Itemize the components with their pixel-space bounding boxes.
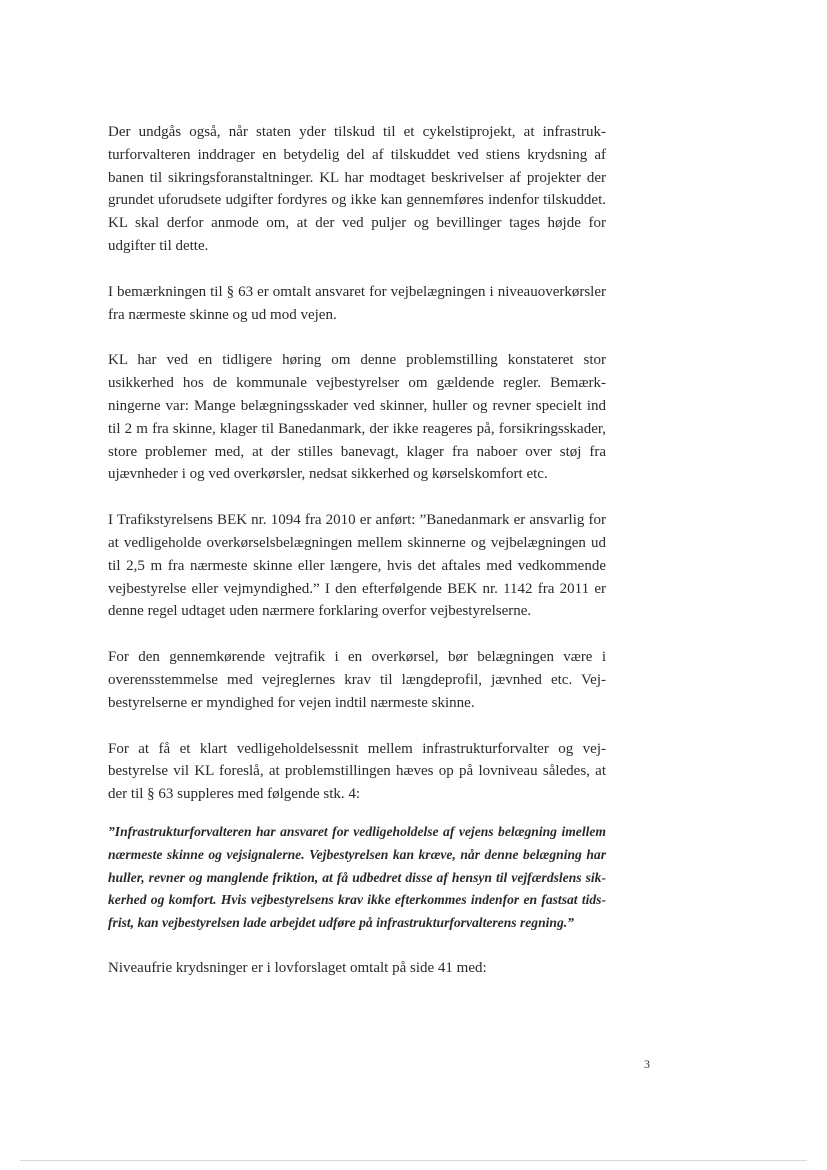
page-bottom-edge bbox=[20, 1160, 807, 1161]
closing-paragraph: Niveaufrie krydsninger er i lovforslaget omtalt på side 41 med: bbox=[108, 959, 487, 976]
paragraph-5: For den gennemkørende vejtrafik i en overkørsel, bør belægningen være i overensstemmelse med vejreglernes krav til længdeprofil, jævnhed etc. Vejbestyrelserne er myndighed for vejen indtil nærmeste skinne. bbox=[108, 649, 606, 711]
document-body bbox=[108, 121, 606, 980]
paragraph-1: Der undgås også, når staten yder tilskud til et cykelstiprojekt, at infrastrukturforvalteren inddrager en betydelig del af tilskuddet ved stiens krydsning af banen til sikringsforanstaltninger. KL har modtaget beskrivelser af projekter der grundet uforudsete udgifter fordyres og ikke kan gennemføres indenfor tilskuddet. KL skal derfor anmode om, at der ved puljer og bevillinger tages højde for udgifter til dette. bbox=[108, 124, 606, 254]
page-number: 3 bbox=[644, 1057, 650, 1071]
paragraph-4: I Trafikstyrelsens BEK nr. 1094 fra 2010 er anført: ”Banedanmark er ansvarlig for at vedligeholde overkørselsbelægningen mellem skinnerne og vejbelægningen ud til 2,5 m fra nærmeste skinne eller længere, hvis det aftales med vedkommende vejbestyrelse eller vejmyndighed.” I den efterfølgende BEK nr. 1142 fra 2011 er denne regel udtaget uden nærmere forklaring overfor vejbestyrelserne. bbox=[108, 512, 606, 620]
paragraph-3: KL har ved en tidligere høring om denne problemstilling konstateret stor usikkerhed hos de kommunale vejbestyrelser om gældende regler. Bemærkningerne var: Mange belægningsskader ved skinner, huller og revner specielt ind til 2 m fra skinne, klager til Banedanmark, der ikke reageres på, forsikringsskader, store problemer med, at der stilles banevagt, klager fra naboer over støj fra ujævnheder i og ved overkørsler, nedsat sikkerhed og kørselskomfort etc. bbox=[108, 352, 606, 483]
paragraph-2: I bemærkningen til § 63 er omtalt ansvaret for vejbelægningen i niveauoverkørsler fra nærmeste skinne og ud mod vejen. bbox=[108, 283, 606, 323]
proposed-provision-quote: ”Infrastrukturforvalteren har ansvaret for vedligeholdelse af vejens belægning imellem nærmeste skinne og vejsignalerne. Vejbestyrelsen kan kræve, når denne belægning har huller, revner og manglende friktion, at få udbedret disse af hensyn til vejfærdslens sikkerhed og komfort. Hvis vejbestyrelsens krav ikke efterkommes indenfor en fastsat tidsfrist, kan vejbestyrelsen lade arbejdet udføre på infrastrukturforvalterens regning.” bbox=[108, 823, 606, 931]
paragraph-6: For at få et klart vedligeholdelsessnit mellem infrastrukturforvalter og vejbestyrelse vil KL foreslå, at problemstillingen hæves op på lovniveau således, at der til § 63 suppleres med følgende stk. 4: bbox=[108, 740, 606, 803]
